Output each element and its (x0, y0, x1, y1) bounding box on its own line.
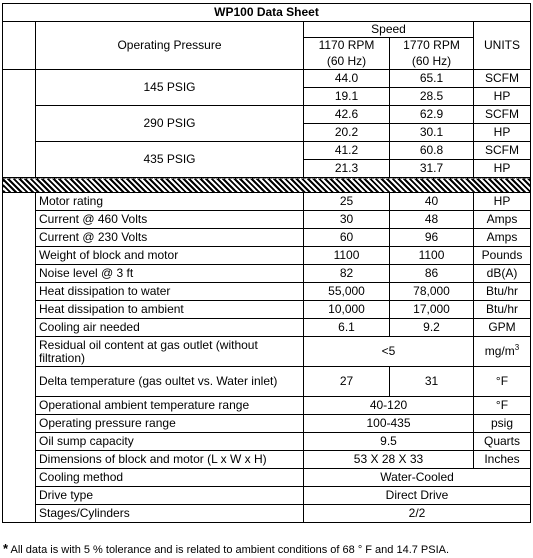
flow-row (3, 142, 531, 160)
spec-label: Drive type (36, 487, 304, 505)
rpm-1170-header: 1170 RPM (304, 38, 390, 54)
spec-unit (474, 451, 531, 469)
speed-1770-value: 30.1 (390, 124, 474, 142)
spec-value: 100-435 (304, 415, 474, 433)
spec-row (3, 505, 531, 523)
unit-value: HP (474, 160, 531, 178)
spec-value-1170: 55,000 (304, 283, 390, 301)
spec-value-1770: 31 (390, 367, 474, 397)
sheet-title: WP100 Data Sheet (3, 4, 531, 22)
flow-row (3, 106, 531, 124)
rpm-1770-hz: (60 Hz) (390, 54, 474, 70)
spec-label: Oil sump capacity (36, 433, 304, 451)
spec-value-1770: 1100 (390, 247, 474, 265)
spec-unit (474, 433, 531, 451)
spec-row (3, 229, 531, 247)
spec-row (3, 247, 531, 265)
unit-value: SCFM (474, 142, 531, 160)
spec-unit-text: Btu/hr (485, 302, 518, 316)
spec-row (3, 451, 531, 469)
unit-value: SCFM (474, 70, 531, 88)
speed-1170-value: 42.6 (304, 106, 390, 124)
spec-unit (474, 367, 531, 397)
speed-1170-value: 20.2 (304, 124, 390, 142)
spec-label: Residual oil content at gas outlet (without filtration) (36, 337, 304, 367)
flow-power-section (3, 70, 531, 178)
spec-unit-text: °F (495, 374, 509, 388)
speed-1770-value: 60.8 (390, 142, 474, 160)
spec-value-1770: 78,000 (390, 283, 474, 301)
unit-value: SCFM (474, 106, 531, 124)
spec-unit-text: Btu/hr (485, 284, 518, 298)
technical-specifications-section (3, 193, 531, 523)
spec-value: 40-120 (304, 397, 474, 415)
speed-1770-value: 65.1 (390, 70, 474, 88)
data-sheet-table (2, 3, 531, 523)
speed-1170-value: 19.1 (304, 88, 390, 106)
speed-header: Speed (304, 22, 474, 38)
spec-value-1170: 27 (304, 367, 390, 397)
speed-1170-value: 21.3 (304, 160, 390, 178)
units-header: UNITS (474, 22, 531, 70)
spec-unit-text: Inches (484, 452, 520, 466)
spec-row (3, 469, 531, 487)
spec-row (3, 211, 531, 229)
header-blank-cell (3, 22, 36, 70)
spec-unit (474, 301, 531, 319)
spec-unit-text: mg/m (484, 344, 515, 358)
pressure-label: 145 PSIG (36, 70, 304, 106)
spec-unit-text: Quarts (483, 434, 520, 448)
spec-label: Cooling air needed (36, 319, 304, 337)
spec-label: Current @ 460 Volts (36, 211, 304, 229)
spec-value: Direct Drive (304, 487, 531, 505)
spec-row (3, 301, 531, 319)
spec-row (3, 337, 531, 367)
spec-value-1170: 10,000 (304, 301, 390, 319)
pressure-label: 435 PSIG (36, 142, 304, 178)
pressure-label: 290 PSIG (36, 106, 304, 142)
footnote-asterisk: * (3, 541, 9, 556)
spec-value-1170: 6.1 (304, 319, 390, 337)
speed-1770-value: 62.9 (390, 106, 474, 124)
spec-value-1770: 17,000 (390, 301, 474, 319)
spec-unit (474, 229, 531, 247)
speed-1770-value: 31.7 (390, 160, 474, 178)
spec-unit (474, 319, 531, 337)
spec-value-1170: 25 (304, 193, 390, 211)
spec-row (3, 433, 531, 451)
spec-value: <5 (304, 337, 474, 367)
spec-unit-text: dB(A) (486, 266, 518, 280)
spec-value-1770: 96 (390, 229, 474, 247)
spec-value: 9.5 (304, 433, 474, 451)
spec-value: 53 X 28 X 33 (304, 451, 474, 469)
spec-unit-text: HP (493, 194, 511, 208)
spec-label: Stages/Cylinders (36, 505, 304, 523)
operating-pressure-header: Operating Pressure (36, 22, 304, 70)
rpm-1170-hz: (60 Hz) (304, 54, 390, 70)
flow-power-label: Flow Power (32, 86, 36, 161)
spec-label: Weight of block and motor (36, 247, 304, 265)
spec-label: Cooling method (36, 469, 304, 487)
flow-power-side-label (3, 70, 36, 178)
spec-unit-text: Amps (486, 212, 518, 226)
spec-unit-text: psig (490, 416, 513, 430)
hatched-divider (3, 178, 531, 193)
footnote (3, 541, 449, 556)
spec-label: Delta temperature (gas oultet vs. Water inlet) (36, 367, 304, 397)
spec-label: Dimensions of block and motor (L x W x H) (36, 451, 304, 469)
rpm-1770-header: 1770 RPM (390, 38, 474, 54)
spec-unit (474, 265, 531, 283)
unit-value: HP (474, 124, 531, 142)
spec-unit (474, 193, 531, 211)
spec-label: Operational ambient temperature range (36, 397, 304, 415)
spec-unit-text: Amps (486, 230, 518, 244)
spec-value: 2/2 (304, 505, 531, 523)
spec-label: Motor rating (36, 193, 304, 211)
flow-row (3, 70, 531, 88)
spec-value-1770: 86 (390, 265, 474, 283)
spec-row (3, 283, 531, 301)
spec-value-1770: 9.2 (390, 319, 474, 337)
unit-value: HP (474, 88, 531, 106)
spec-unit-superscript: 3 (514, 343, 520, 352)
spec-label: Noise level @ 3 ft (36, 265, 304, 283)
spec-value-1770: 48 (390, 211, 474, 229)
spec-row (3, 487, 531, 505)
spec-unit (474, 247, 531, 265)
spec-unit (474, 283, 531, 301)
spec-label: Operating pressure range (36, 415, 304, 433)
spec-unit-text: °F (495, 398, 509, 412)
spec-value-1170: 30 (304, 211, 390, 229)
spec-row (3, 415, 531, 433)
technical-specifications-side-label (3, 193, 36, 523)
spec-label: Current @ 230 Volts (36, 229, 304, 247)
spec-unit (474, 397, 531, 415)
speed-1770-value: 28.5 (390, 88, 474, 106)
spec-unit-text: Pounds (481, 248, 523, 262)
spec-value-1170: 60 (304, 229, 390, 247)
spec-label: Heat dissipation to ambient (36, 301, 304, 319)
spec-row (3, 397, 531, 415)
speed-1170-value: 41.2 (304, 142, 390, 160)
spec-value-1770: 40 (390, 193, 474, 211)
spec-row (3, 367, 531, 397)
footnote-text: All data is with 5 % tolerance and is related to ambient conditions of 68 ° F and 14.7 PSIA. (8, 544, 450, 556)
spec-row (3, 193, 531, 211)
spec-unit-text: GPM (488, 320, 516, 334)
spec-value-1170: 1100 (304, 247, 390, 265)
spec-value: Water-Cooled (304, 469, 531, 487)
spec-row (3, 319, 531, 337)
spec-unit (474, 415, 531, 433)
spec-unit (474, 211, 531, 229)
speed-1170-value: 44.0 (304, 70, 390, 88)
spec-row (3, 265, 531, 283)
spec-unit (474, 337, 531, 367)
spec-value-1170: 82 (304, 265, 390, 283)
spec-label: Heat dissipation to water (36, 283, 304, 301)
